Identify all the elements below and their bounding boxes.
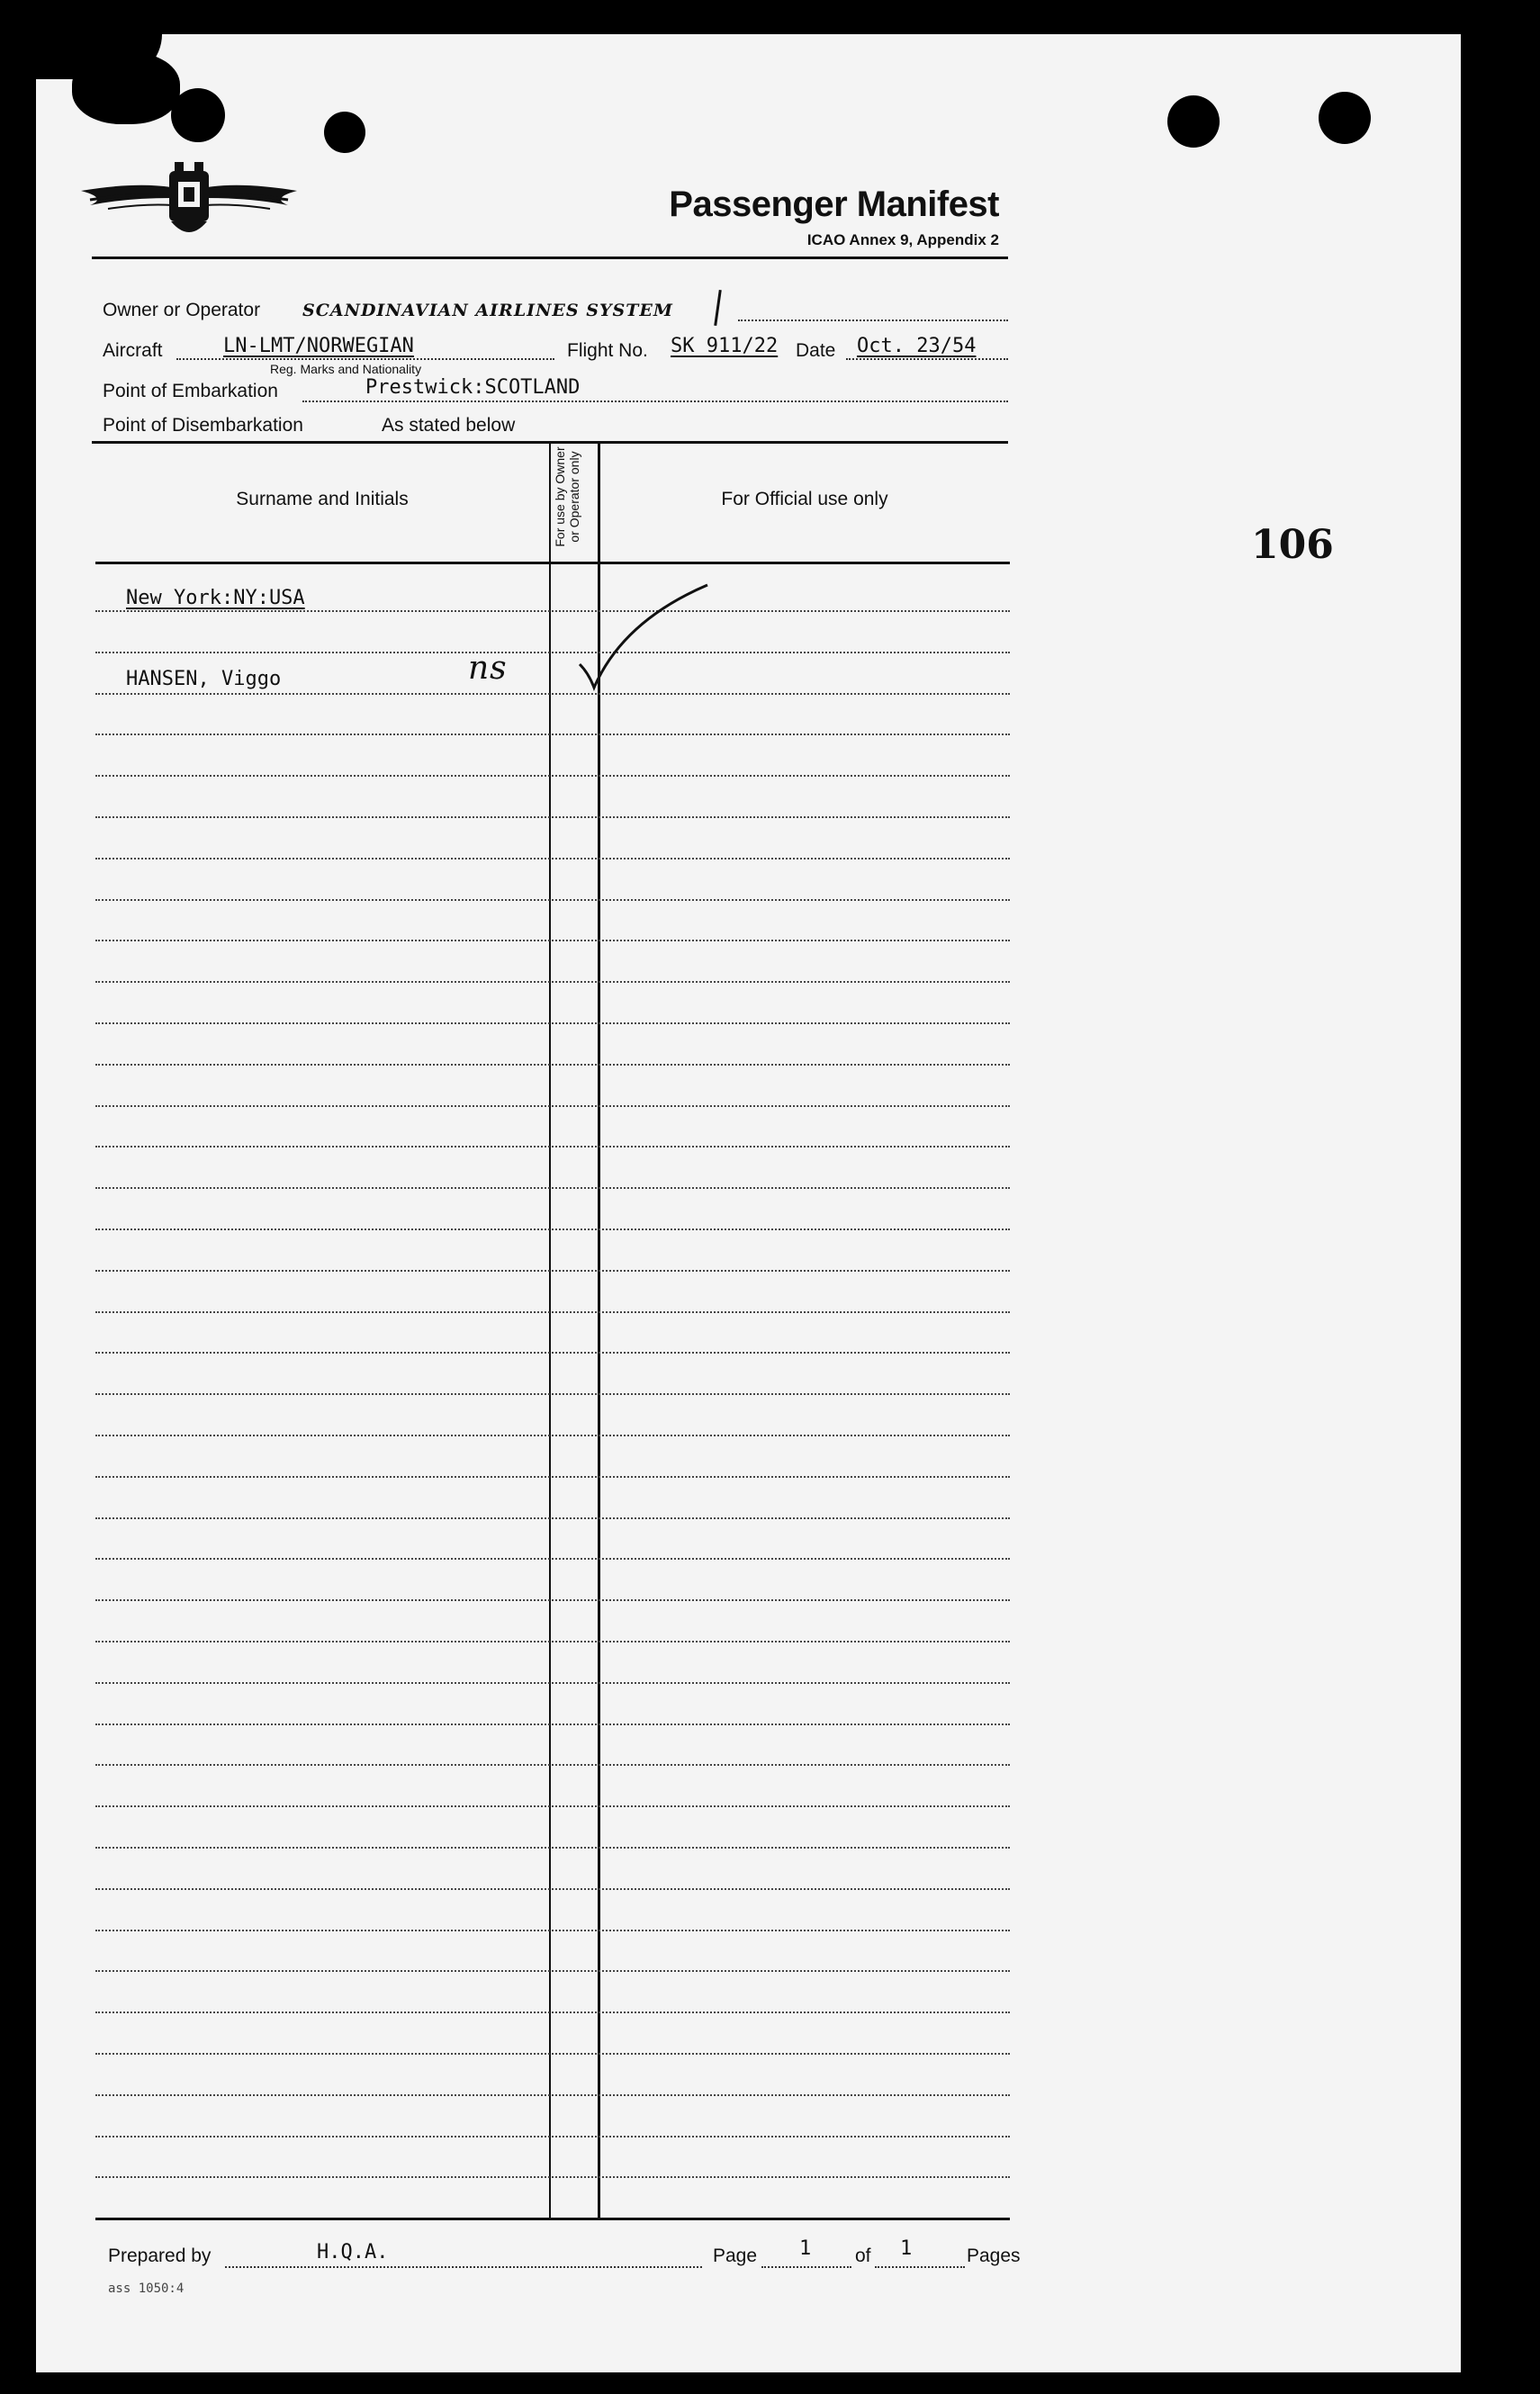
table-row-line bbox=[95, 1764, 1010, 1766]
col-official-header: For Official use only bbox=[721, 489, 888, 509]
aircraft-line bbox=[176, 358, 554, 360]
punch-hole bbox=[1319, 92, 1371, 144]
table-row-line bbox=[95, 2012, 1010, 2013]
table-row-line bbox=[95, 2094, 1010, 2096]
table-row-line bbox=[95, 1888, 1010, 1890]
of-label: of bbox=[855, 2246, 871, 2266]
table-row-line bbox=[95, 1847, 1010, 1849]
table-row-line bbox=[95, 1930, 1010, 1931]
prepared-line bbox=[225, 2266, 702, 2268]
table-row-line bbox=[95, 2176, 1010, 2178]
table-row-line bbox=[95, 2136, 1010, 2138]
punch-hole bbox=[324, 112, 365, 153]
table-row-line bbox=[95, 610, 1010, 612]
page-subtitle: ICAO Annex 9, Appendix 2 bbox=[806, 231, 999, 248]
table-row-line bbox=[95, 1187, 1010, 1189]
pages-label: Pages bbox=[967, 2246, 1021, 2266]
table-row-line bbox=[95, 981, 1010, 983]
owner-label: Owner or Operator bbox=[103, 300, 261, 320]
owner-line bbox=[738, 320, 1008, 321]
table-row-line bbox=[95, 775, 1010, 777]
torn-corner bbox=[171, 88, 225, 142]
table-row-line bbox=[95, 1641, 1010, 1642]
table-row-line bbox=[95, 1558, 1010, 1560]
table-row-line bbox=[95, 899, 1010, 901]
table-row-line bbox=[95, 940, 1010, 941]
table-row-line bbox=[95, 1352, 1010, 1354]
table-row-line bbox=[95, 1105, 1010, 1107]
col-surname-header: Surname and Initials bbox=[236, 489, 409, 509]
date-label: Date bbox=[796, 340, 836, 361]
form-code: ass 1050:4 bbox=[108, 2282, 185, 2296]
table-row-line bbox=[95, 816, 1010, 818]
date-line bbox=[846, 358, 1008, 360]
disembarkation-label: Point of Disembarkation bbox=[103, 415, 303, 436]
table-row-line bbox=[95, 1599, 1010, 1601]
total-value: 1 bbox=[900, 2237, 913, 2260]
table-row-line bbox=[95, 1724, 1010, 1725]
prepared-value: H.Q.A. bbox=[317, 2241, 389, 2264]
disembarkation-value: As stated below bbox=[382, 415, 516, 436]
aircraft-label: Aircraft bbox=[103, 340, 163, 361]
column-divider bbox=[598, 444, 600, 2218]
table-row-line bbox=[95, 1517, 1010, 1519]
table-row-line bbox=[95, 1435, 1010, 1436]
flight-value: SK 911/22 bbox=[671, 335, 779, 357]
embarkation-value: Prestwick:SCOTLAND bbox=[365, 376, 581, 399]
table-row-line bbox=[95, 1022, 1010, 1024]
page-value: 1 bbox=[799, 2237, 812, 2260]
embarkation-label: Point of Embarkation bbox=[103, 381, 278, 401]
table-header-rule bbox=[95, 562, 1010, 564]
table-row-line bbox=[95, 1970, 1010, 1972]
aircraft-caption: Reg. Marks and Nationality bbox=[270, 362, 422, 376]
torn-corner bbox=[72, 52, 180, 124]
stamp-number: 106 bbox=[1251, 522, 1334, 568]
table-row-line bbox=[95, 1393, 1010, 1395]
table-row-line bbox=[95, 1228, 1010, 1230]
checkmark-icon bbox=[576, 585, 711, 693]
page-line bbox=[761, 2266, 851, 2268]
flight-label: Flight No. bbox=[567, 340, 648, 361]
table-row-line bbox=[95, 693, 1010, 695]
total-line bbox=[875, 2266, 965, 2268]
table-row-line bbox=[95, 1682, 1010, 1684]
owner-value: SCANDINAVIAN AIRLINES SYSTEM bbox=[302, 301, 673, 320]
airline-wings-crest-icon bbox=[72, 135, 306, 252]
table-row-line bbox=[95, 652, 1010, 653]
entry-destination: New York:NY:USA bbox=[126, 587, 305, 609]
header-rule bbox=[92, 256, 1008, 259]
entry-passenger: HANSEN, Viggo bbox=[126, 668, 282, 690]
table-row-line bbox=[95, 2053, 1010, 2055]
column-divider bbox=[549, 444, 551, 2218]
punch-hole bbox=[1167, 95, 1220, 148]
aircraft-value: LN-LMT/NORWEGIAN bbox=[223, 335, 414, 357]
table-row-line bbox=[95, 1805, 1010, 1807]
prepared-label: Prepared by bbox=[108, 2246, 212, 2266]
col-operator-header: For use by Owner or Operator only bbox=[553, 446, 581, 547]
entry-passenger-annotation: ns bbox=[468, 650, 508, 687]
table-row-line bbox=[95, 1064, 1010, 1066]
embarkation-line bbox=[302, 400, 1008, 402]
page-label: Page bbox=[713, 2246, 758, 2266]
table-row-line bbox=[95, 858, 1010, 860]
page-title: Passenger Manifest bbox=[669, 184, 999, 224]
date-value: Oct. 23/54 bbox=[857, 335, 977, 357]
table-row-line bbox=[95, 1146, 1010, 1148]
table-row-line bbox=[95, 1476, 1010, 1478]
table-row-line bbox=[95, 1270, 1010, 1272]
table-row-line bbox=[95, 734, 1010, 735]
table-bottom-rule bbox=[95, 2218, 1010, 2220]
table-row-line bbox=[95, 1311, 1010, 1313]
